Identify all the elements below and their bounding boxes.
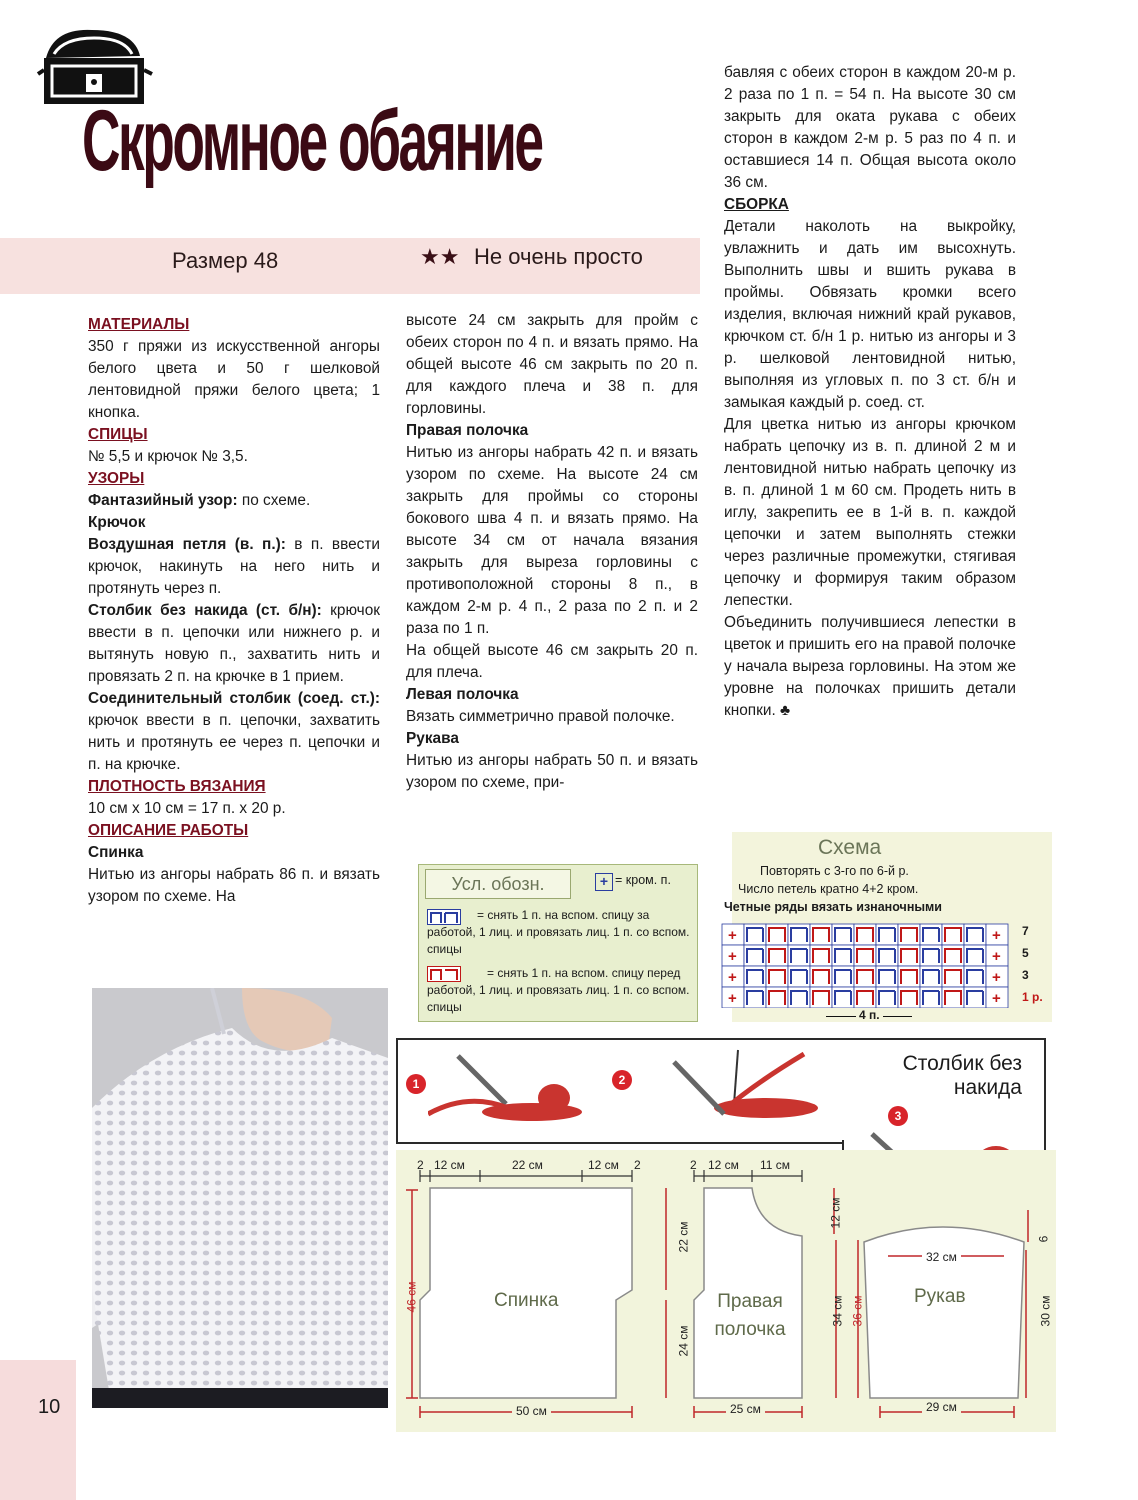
back-top-dim-4: 12 см <box>588 1158 619 1172</box>
difficulty-stars: ★★ <box>420 244 460 269</box>
left-front-text: Вязать симметрично правой полочке. <box>406 708 675 725</box>
back-top-dim-3: 22 см <box>512 1158 543 1172</box>
needles-text: № 5,5 и крючок № 3,5. <box>88 448 248 465</box>
hook-heading: Крючок <box>88 514 146 531</box>
assembly-heading: СБОРКА <box>724 196 789 213</box>
back-top-dim-2: 12 см <box>434 1158 465 1172</box>
edge-stitch-symbol: + <box>992 990 1001 1007</box>
sleeve-width-dim: 29 см <box>922 1400 961 1414</box>
sleeve-length-dim: 30 см <box>1038 1295 1053 1327</box>
edge-stitch-symbol: + <box>992 948 1001 965</box>
sleeves-text: Нитью из ангоры набрать 50 п. и вязать узором по схеме, при- <box>406 752 698 791</box>
front-label: Правая полочка <box>714 1291 786 1340</box>
right-front-text: Нитью из ангоры набрать 42 п. и вязать узором по схеме. На высоте 24 см закрыть для проймы со стороны бокового шва 4 п. и вязать прямо. На высоте 34 см от начала вязания закрыть для выреза горловины с противоположной стороны 8 п., в каждом 2-м р. 4 п., 2 раза по 2 п. и 2 раза по 1 п. <box>406 444 698 637</box>
size-label: Размер 48 <box>172 248 279 273</box>
page-edge-strip <box>0 1360 76 1500</box>
chain-text: в п. ввести крючок, накинуть на него нить и протянуть через п. <box>88 536 380 597</box>
ss-label: Соединительный столбик (соед. ст.): <box>88 690 380 707</box>
sleeves-text-cont: бавляя с обеих сторон в каждом 20-м р. 2 раза по 1 п. = 54 п. На высоте 30 см закрыть для оката рукава с обеих сторон в каждом 2-м р. 5 раз по 4 п. и оставшиеся 14 п. Общая высота около 36 см. <box>724 64 1016 191</box>
flower-text: Для цветка нитью из ангоры крючком набрать цепочку из в. п. длиной 2 м и лентовидной нитью набрать цепочку из в. п. длиной 1 м 60 см. Продеть нить в иглу, закрепить ее в 1-й в. п. каждой цепочки и затем выполнять стежки через различные промежутки, стягивая цепочку и формируя таким образом лепестки. <box>724 416 1016 609</box>
difficulty-label: Не очень просто <box>474 244 643 269</box>
edge-stitch-icon: + <box>595 873 613 891</box>
scheme-line-3: Четные ряды вязать изнаночными <box>724 900 942 914</box>
ss-text: крючок ввести в п. цепочки, захватить нить и протянуть ее через п. цепочки и п. на крючке. <box>88 712 380 773</box>
sc-text: крючок ввести в п. цепочки или нижнего р. и вытянуть новую п., захватить нить и провязать 2 п. на крючке в 1 прием. <box>88 602 380 685</box>
sleeve-top-dim: 32 см <box>922 1250 961 1264</box>
work-heading: ОПИСАНИЕ РАБОТЫ <box>88 822 249 839</box>
front-top-dim-3: 11 см <box>760 1158 791 1172</box>
front-top-dim-2: 12 см <box>708 1158 739 1172</box>
edge-stitch-symbol: + <box>728 969 737 986</box>
sleeves-heading: Рукава <box>406 730 459 747</box>
left-front-heading: Левая полочка <box>406 686 519 703</box>
scheme-line-2: Число петель кратно 4+2 кром. <box>738 882 919 896</box>
front-width-dim: 25 см <box>726 1402 765 1416</box>
finish-text: Объединить получившиеся лепестки в цветок и пришить его на правой полочке у начала выреза горловины. На этом же уровне на полочках пришить детали кнопки. ♣ <box>724 614 1016 719</box>
scheme-line-1: Повторять с 3-го по 6-й р. <box>760 864 909 878</box>
back-side-dim: 24 см <box>676 1325 691 1357</box>
fancy-label: Фантазийный узор: <box>88 492 238 509</box>
density-heading: ПЛОТНОСТЬ ВЯЗАНИЯ <box>88 778 266 795</box>
chain-label: Воздушная петля (в. п.): <box>88 536 286 553</box>
edge-stitch-symbol: + <box>728 990 737 1007</box>
crochet-step-2-icon <box>654 1044 824 1134</box>
legend-sym1: = снять 1 п. на вспом. спицу за работой, 1 лиц. и провязать лиц. 1 п. со вспом. спицы <box>427 908 690 956</box>
back-text-cont: высоте 24 см закрыть для пройм с обеих сторон по 4 п. и вязать прямо. На общей высоте 46 см закрыть по 20 п. для каждого плеча и 38 п. для горловины. <box>406 312 698 417</box>
right-front-heading: Правая полочка <box>406 422 529 439</box>
column-3 <box>724 62 1016 722</box>
sweater-illustration <box>92 988 388 1408</box>
step-3-badge: 3 <box>888 1106 908 1126</box>
legend-edge: = кром. п. <box>615 873 671 887</box>
legend-title: Усл. обозн. <box>425 869 571 899</box>
back-label: Спинка <box>494 1290 559 1311</box>
back-top-dim-5: 2 <box>634 1158 641 1172</box>
column-2 <box>406 310 698 794</box>
back-text: Нитью из ангоры набрать 86 п. и вязать узором по схеме. На <box>88 866 380 905</box>
crochet-title: Столбик без накида <box>902 1052 1022 1099</box>
step-2-badge: 2 <box>612 1070 632 1090</box>
needles-heading: СПИЦЫ <box>88 426 148 443</box>
sweater-photo <box>92 988 388 1408</box>
fancy-text: по схеме. <box>237 492 311 509</box>
row-label-1: 1 р. <box>1022 990 1043 1004</box>
column-1 <box>88 314 380 908</box>
fancy-pattern <box>88 490 380 512</box>
back-top-dim-1: 2 <box>417 1158 424 1172</box>
sc-label: Столбик без накида (ст. б/н): <box>88 602 322 619</box>
scheme-grid <box>712 922 1022 1008</box>
front-height-1-dim: 34 см <box>830 1295 845 1327</box>
step-1-badge: 1 <box>406 1074 426 1094</box>
edge-stitch-symbol: + <box>992 927 1001 944</box>
edge-stitch-symbol: + <box>992 969 1001 986</box>
back-heading: Спинка <box>88 844 144 861</box>
sleeve-label: Рукав <box>914 1286 966 1307</box>
back-armhole-dim: 22 см <box>676 1221 691 1253</box>
scheme-title: Схема <box>818 836 882 859</box>
front-height-2-dim: 36 см <box>850 1295 865 1327</box>
legend-sym2: = снять 1 п. на вспом. спицу перед работой, 1 лиц. и провязать лиц. 1 п. со вспом. спицы <box>427 966 690 1014</box>
page-title: Скромное обаяние <box>82 93 542 189</box>
row-label-3: 3 <box>1022 968 1029 982</box>
legend-box <box>418 864 698 1022</box>
materials-heading: МАТЕРИАЛЫ <box>88 316 190 333</box>
edge-stitch-symbol: + <box>728 948 737 965</box>
sleeve-cap-dim: 6 <box>1036 1235 1051 1243</box>
scheme-box <box>724 832 1052 1022</box>
back-height-dim: 46 см <box>404 1281 419 1313</box>
edge-stitch-symbol: + <box>728 927 737 944</box>
materials-text: 350 г пряжи из искусственной ангоры белого цвета и 50 г шелковой лентовидной пряжи белого цвета; 1 кнопка. <box>88 338 380 421</box>
chain-stitch <box>88 534 380 600</box>
assembly-text: Детали наколоть на выкройку, увлажнить и дать им высохнуть. Выполнить швы и вшить рукава в проймы. Обвязать кромки всего изделия, включая нижний край рукавов, крючком ст. б/н 1 р. нитью из ангоры и 3 р. шелковой лентовидной нитью, выполняя из угловых п. по 3 ст. б/н и замыкая каждый р. соед. ст. <box>724 218 1016 411</box>
back-width-dim: 50 см <box>512 1404 551 1418</box>
row-label-7: 7 <box>1022 924 1029 938</box>
front-top-dim-1: 2 <box>690 1158 697 1172</box>
crochet-step-1-icon <box>428 1052 588 1132</box>
patterns-heading: УЗОРЫ <box>88 470 145 487</box>
right-front-text-2: На общей высоте 46 см закрыть 20 п. для плеча. <box>406 642 698 681</box>
front-neck-dim: 12 см <box>828 1197 843 1229</box>
slip-stitch <box>88 688 380 776</box>
page-number: 10 <box>38 1396 61 1418</box>
row-label-5: 5 <box>1022 946 1029 960</box>
density-text: 10 см х 10 см = 17 п. х 20 р. <box>88 800 286 817</box>
repeat-label: 4 п. <box>856 1008 883 1022</box>
single-crochet <box>88 600 380 688</box>
